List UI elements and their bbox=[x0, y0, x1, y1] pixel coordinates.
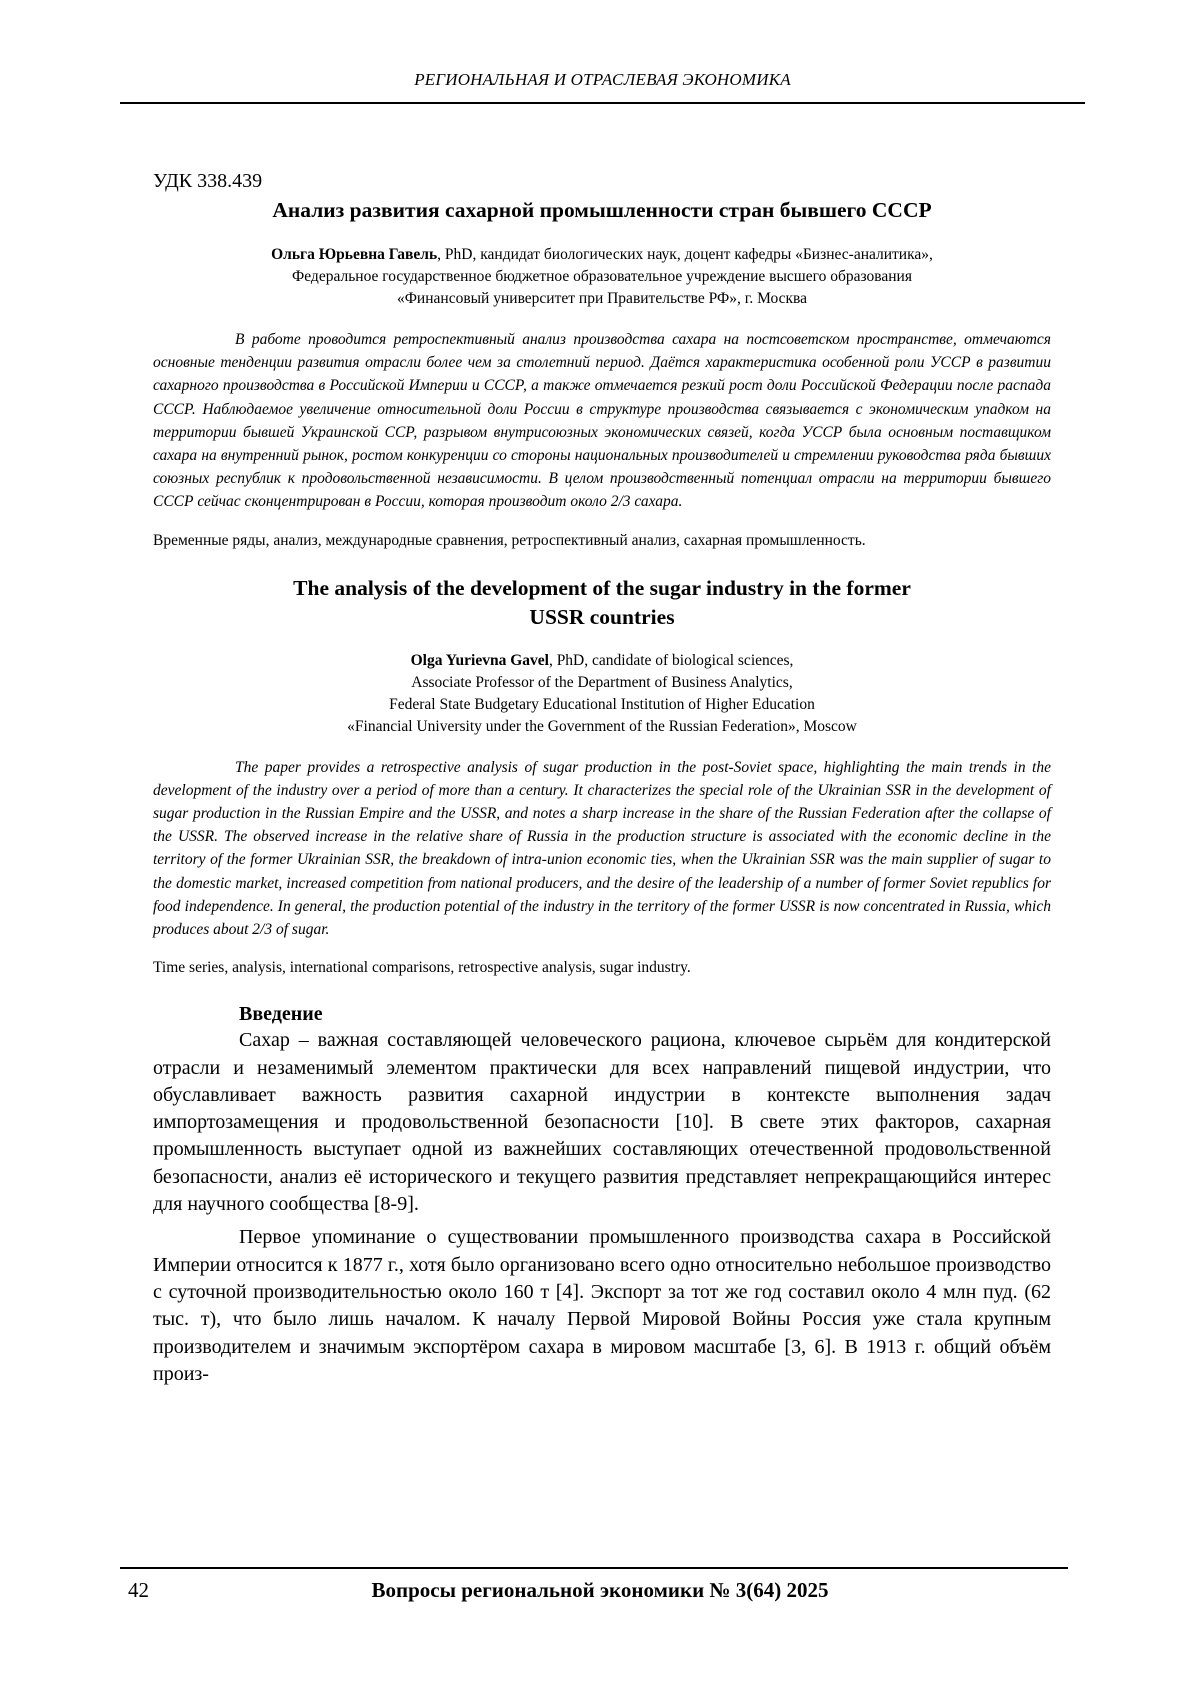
section-heading-introduction: Введение bbox=[239, 1003, 323, 1026]
author-name-ru: Ольга Юрьевна Гавель bbox=[271, 246, 438, 263]
journal-title: Вопросы региональной экономики № 3(64) 2025 bbox=[371, 1578, 829, 1602]
author-affil-ru-1: , PhD, кандидат биологических наук, доцент кафедры «Бизнес-аналитика», bbox=[437, 246, 933, 263]
author-block-en bbox=[153, 650, 1051, 738]
author-affil-en-2: Associate Professor of the Department of Business Analytics, bbox=[411, 673, 793, 691]
body-paragraph-1: Сахар – важная составляющей человеческого рациона, ключевое сырьём для кондитерской отрасли и незаменимый элементом практически для всех направлений пищевой индустрии, что обуславливает важность развития сахарной индустрии в контексте выполнения задач импортозамещения и продовольственной безопасности [10]. В свете этих факторов, сахарная промышленность выступает одной из важнейших составляющих отечественной продовольственной безопасности, анализ её исторического и текущего развития представляет непрекращающийся интерес для научного сообщества [8-9]. bbox=[153, 1029, 1051, 1216]
author-block-ru bbox=[153, 244, 1051, 310]
running-head: РЕГИОНАЛЬНАЯ И ОТРАСЛЕВАЯ ЭКОНОМИКА bbox=[414, 70, 791, 89]
article-title-en-line-2: USSR countries bbox=[529, 604, 675, 629]
author-affil-ru-3: «Финансовый университет при Правительстве РФ», г. Москва bbox=[396, 290, 808, 307]
page-number: 42 bbox=[128, 1578, 149, 1602]
header-rule bbox=[120, 102, 1085, 104]
author-affil-en-1: , PhD, candidate of biological sciences, bbox=[548, 651, 794, 669]
body-paragraph-2: Первое упоминание о существовании промышленного производства сахара в Российской Империи относится к 1877 г., хотя было организовано всего одно относительно небольшое производство с суточной производительностью около 160 т [4]. Экспорт за тот же год составил около 4 млн пуд. (62 тыс. т), что было лишь началом. К началу Первой Мировой Войны Россия уже стала крупным производителем и значимым экспортёром сахара в мировом масштабе [3, 6]. В 1913 г. общий объём произ- bbox=[153, 1226, 1051, 1385]
article-title-en bbox=[153, 574, 1051, 632]
article-content bbox=[153, 168, 1051, 1388]
abstract-en: The paper provides a retrospective analysis of sugar production in the post-Soviet space, highlighting the main trends in the development of the industry over a period of more than a century. It characterizes the special role of the Ukrainian SSR in the development of sugar production in the Russian Empire and the USSR, and notes a sharp increase in the share of the Russian Federation after the collapse of the USSR. The observed increase in the relative share of Russia in the production structure is associated with the economic decline in the territory of the former Ukrainian SSR, the breakdown of intra-union economic ties, when the Ukrainian SSR was the main supplier of sugar to the domestic market, increased competition from national producers, and the desire of the leadership of a number of former Soviet republics for food independence. In general, the production potential of the industry in the territory of the former USSR is now concentrated in Russia, which produces about 2/3 of sugar. bbox=[153, 758, 1051, 939]
author-line-ru bbox=[153, 244, 1051, 266]
article-title-ru: Анализ развития сахарной промышленности стран бывшего СССР bbox=[272, 198, 932, 222]
author-affil-ru-2: Федеральное государственное бюджетное образовательное учреждение высшего образования bbox=[292, 268, 912, 285]
keywords-en: Time series, analysis, international comparisons, retrospective analysis, sugar industry. bbox=[153, 959, 691, 977]
udk-code: УДК 338.439 bbox=[153, 170, 263, 192]
footer-rule bbox=[120, 1567, 1068, 1569]
article-title-en-line-1: The analysis of the development of the sugar industry in the former bbox=[293, 575, 911, 600]
author-line-en bbox=[153, 650, 1051, 672]
abstract-ru: В работе проводится ретроспективный анализ производства сахара на постсоветском пространстве, отмечаются основные тенденции развития отрасли более чем за столетний период. Даётся характеристика особенной роли УССР в развитии сахарного производства в Российской Империи и СССР, а также отмечается резкий рост доли Российской Федерации после распада СССР. Наблюдаемое увеличение относительной доли России в структуре производства связывается с экономическим упадком на территории бывшей Украинской ССР, разрывом внутрисоюзных экономических связей, когда УССР была основным поставщиком сахара на внутренний рынок, ростом конкуренции со стороны национальных производителей и стремлении руководства ряда бывших союзных республик к продовольственной независимости. В целом производственный потенциал отрасли на территории бывшего СССР сейчас сконцентрирован в России, которая производит около 2/3 сахара. bbox=[153, 331, 1051, 511]
author-affil-en-4: «Financial University under the Government of the Russian Federation», Moscow bbox=[347, 717, 857, 735]
author-affil-en-3: Federal State Budgetary Educational Institution of Higher Education bbox=[389, 695, 815, 713]
author-name-en: Olga Yurievna Gavel bbox=[410, 651, 549, 669]
keywords-ru: Временные ряды, анализ, международные сравнения, ретроспективный анализ, сахарная промышленность. bbox=[153, 531, 866, 549]
